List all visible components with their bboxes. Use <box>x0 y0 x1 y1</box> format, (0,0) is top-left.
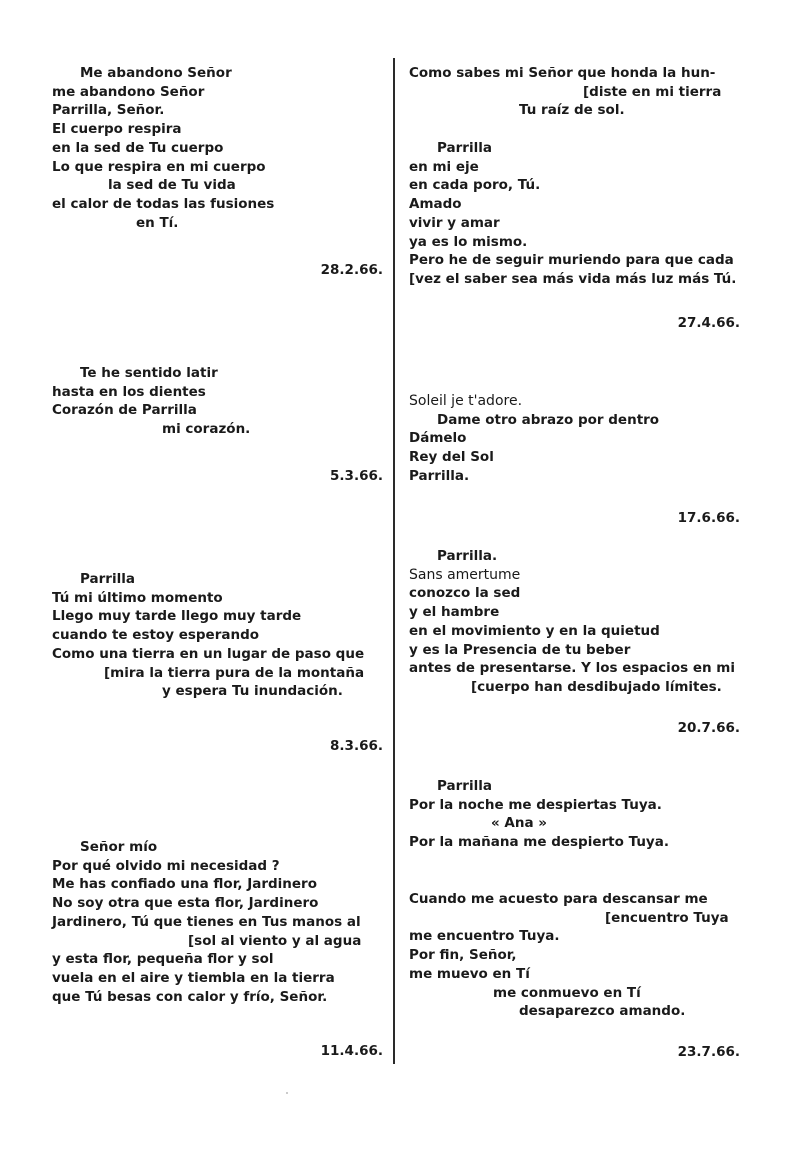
poem <box>409 777 669 852</box>
poem-line: Me has confiado una flor, Jardinero <box>52 876 317 893</box>
poem-line: Corazón de Parrilla <box>52 402 197 419</box>
poem-line: Señor mío <box>80 839 158 855</box>
poem-line: Lo que respira en mi cuerpo <box>52 158 266 175</box>
poem <box>409 64 721 120</box>
poem-line: Por fin, Señor, <box>409 947 517 964</box>
poem-line: conozco la sed <box>409 585 521 602</box>
poem-date: 11.4.66. <box>320 1043 383 1059</box>
poem-line: Rey del Sol <box>409 449 494 466</box>
poem-line: me encuentro Tuya. <box>409 928 560 945</box>
poem-line: la sed de Tu vida <box>108 177 236 194</box>
poem-date: 23.7.66. <box>677 1044 740 1060</box>
poem-line: Como sabes mi Señor que honda la hun- <box>409 65 716 81</box>
poem-line: Por la mañana me despierto Tuya. <box>409 834 669 851</box>
poem <box>52 364 250 439</box>
poem-line: Parrilla <box>437 778 492 794</box>
poem <box>52 64 274 232</box>
poem-line: y el hambre <box>409 604 500 621</box>
poem-date: 17.6.66. <box>677 510 740 526</box>
poem-line: vuela en el aire y tiembla en la tierra <box>52 969 335 986</box>
poem-line: Soleil je t'adore. <box>409 393 523 409</box>
poem-line: Pero he de seguir muriendo para que cada <box>409 252 734 269</box>
poem-line: [vez el saber sea más vida más luz más Tú. <box>409 270 737 287</box>
poem <box>52 838 361 1006</box>
poem-line: en Tí. <box>136 214 179 231</box>
poem-line: Parrilla <box>437 140 492 156</box>
poem-line: [encuentro Tuya <box>605 909 729 926</box>
poem-line: en la sed de Tu cuerpo <box>52 139 224 156</box>
poem-line: me abandono Señor <box>52 83 205 100</box>
poem-line: vivir y amar <box>409 214 500 231</box>
poem-line: Cuando me acuesto para descansar me <box>409 891 708 907</box>
poem-line: Me abandono Señor <box>80 65 232 81</box>
poem-line: Tu raíz de sol. <box>519 102 625 119</box>
poem-line: « Ana » <box>491 815 548 832</box>
poem-line: antes de presentarse. Y los espacios en mi <box>409 660 735 677</box>
poem-line: cuando te estoy esperando <box>52 627 260 644</box>
poem-line: Por la noche me despiertas Tuya. <box>409 796 662 813</box>
poem-line: y es la Presencia de tu beber <box>409 641 631 658</box>
page-speck <box>286 1092 288 1094</box>
poem-line: No soy otra que esta flor, Jardinero <box>52 895 319 912</box>
poem-line: desaparezco amando. <box>519 1003 686 1020</box>
poem-line: me muevo en Tí <box>409 965 530 982</box>
poem-line: [mira la tierra pura de la montaña <box>104 664 365 681</box>
poem-line: Tú mi último momento <box>52 589 223 606</box>
poem-date: 5.3.66. <box>330 468 383 484</box>
poem-date: 28.2.66. <box>320 262 383 278</box>
poem-line: Parrilla, Señor. <box>52 102 165 119</box>
poem-line: Amado <box>409 196 462 213</box>
poem-date: 20.7.66. <box>677 720 740 736</box>
poem-line: hasta en los dientes <box>52 383 206 400</box>
poem-line: que Tú besas con calor y frío, Señor. <box>52 988 328 1005</box>
poem-line: en cada poro, Tú. <box>409 177 541 194</box>
poem-line: Dame otro abrazo por dentro <box>437 411 660 428</box>
poem-line: Como una tierra en un lugar de paso que <box>52 645 365 662</box>
poem-line: y esta flor, pequeña flor y sol <box>52 951 274 968</box>
poem-line: [sol al viento y al agua <box>188 932 362 949</box>
poem <box>409 139 736 289</box>
poem <box>52 570 364 701</box>
poem-date: 8.3.66. <box>330 738 383 754</box>
poem-line: Parrilla <box>80 571 135 587</box>
poem-line: en mi eje <box>409 158 479 175</box>
poem-line: Dámelo <box>409 430 467 447</box>
poem-line: ya es lo mismo. <box>409 233 528 250</box>
poem-line: Parrilla. <box>437 548 498 564</box>
poem-line: en el movimiento y en la quietud <box>409 622 660 639</box>
poem-date: 27.4.66. <box>677 315 740 331</box>
poem-line: Parrilla. <box>409 467 470 484</box>
poem-line: [diste en mi tierra <box>583 83 722 100</box>
column-divider <box>393 58 395 1064</box>
poem-line: El cuerpo respira <box>52 121 182 138</box>
poem-line: Llego muy tarde llego muy tarde <box>52 608 302 625</box>
poem-line: Jardinero, Tú que tienes en Tus manos al <box>52 913 361 930</box>
poem-line: Por qué olvido mi necesidad ? <box>52 857 280 874</box>
poem <box>409 890 729 1021</box>
poem-line: y espera Tu inundación. <box>162 683 343 700</box>
poem <box>409 392 659 486</box>
poem-line: Sans amertume <box>409 566 521 583</box>
poem-line: [cuerpo han desdibujado límites. <box>471 678 722 695</box>
poem <box>409 547 735 697</box>
poem-line: Te he sentido latir <box>80 365 218 381</box>
poem-line: mi corazón. <box>162 421 251 438</box>
poem-line: me conmuevo en Tí <box>493 984 641 1001</box>
poem-line: el calor de todas las fusiones <box>52 195 275 212</box>
